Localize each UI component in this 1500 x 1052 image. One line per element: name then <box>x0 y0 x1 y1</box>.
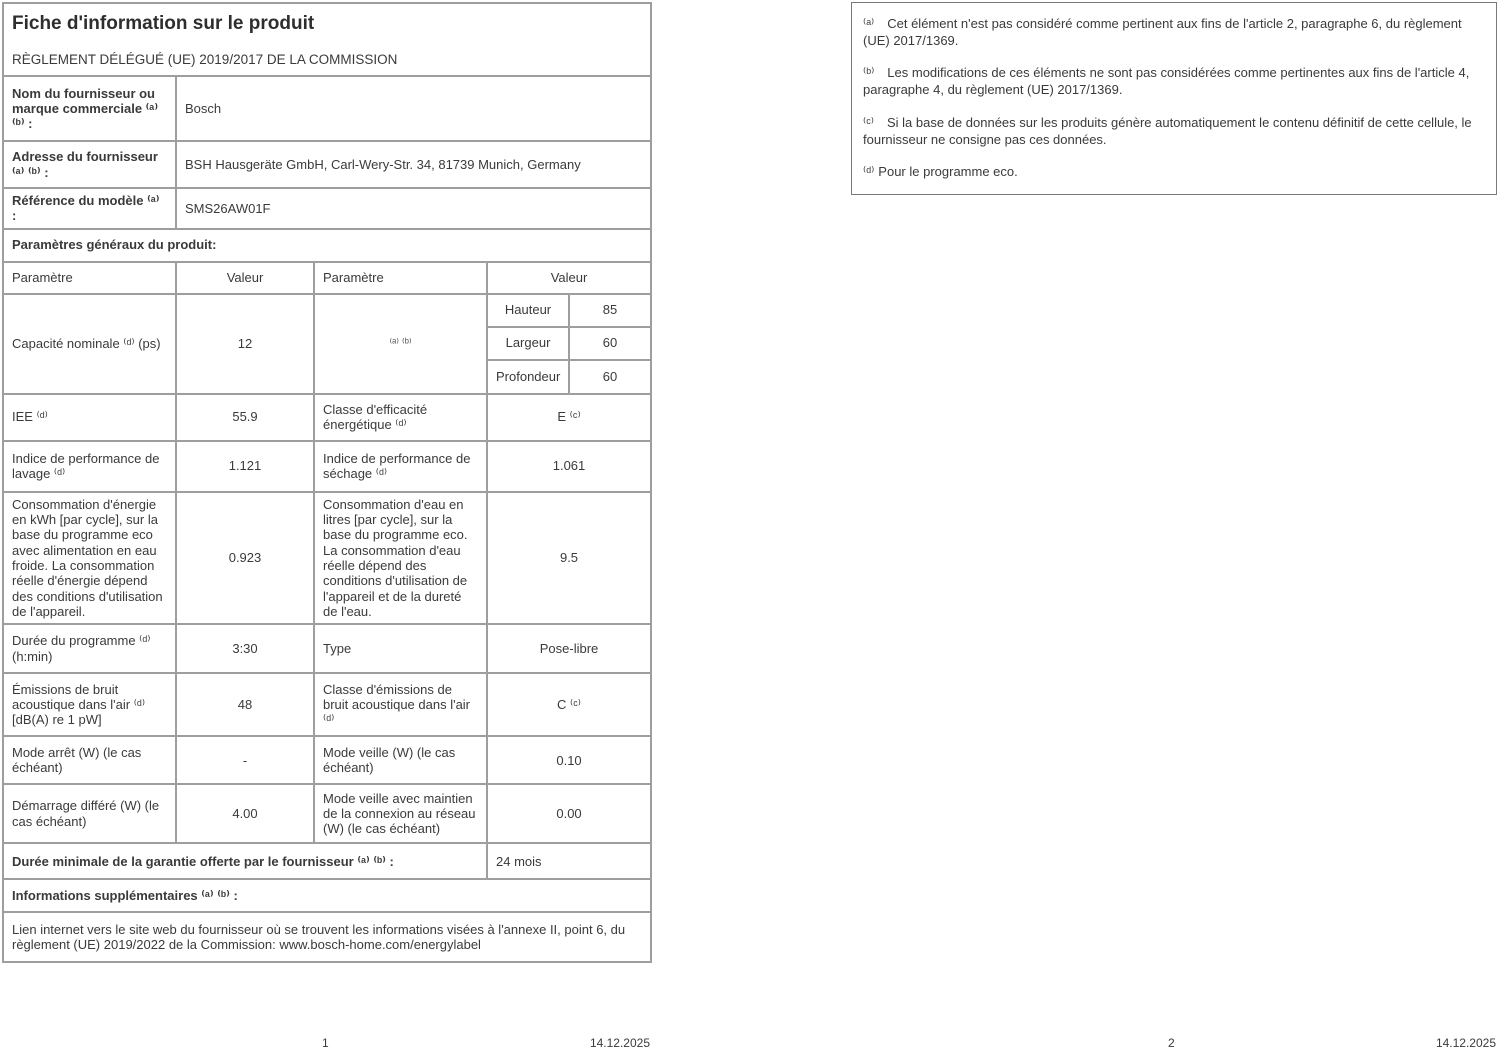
footnote-marker: ⁽ᵇ⁾ <box>863 65 875 81</box>
param-value: 9.5 <box>487 492 651 625</box>
col-header-param-right: Paramètre <box>314 262 487 294</box>
param-value: 1.121 <box>176 441 314 492</box>
page2-footer-date: 14.12.2025 <box>1435 1036 1496 1050</box>
capacity-dimensions-row <box>3 294 651 327</box>
dimension-height-value: 85 <box>569 294 651 327</box>
param-value: 0.10 <box>487 736 651 784</box>
table-row-programme-duration <box>3 624 651 673</box>
param-label: Type <box>314 624 487 673</box>
regulation-subtitle: RÈGLEMENT DÉLÉGUÉ (UE) 2019/2017 DE LA COMMISSION <box>12 51 398 67</box>
param-value: C ⁽ᶜ⁾ <box>487 673 651 736</box>
dimension-depth-label: Profondeur <box>487 360 569 394</box>
param-value: 0.923 <box>176 492 314 625</box>
table-row-noise <box>3 673 651 736</box>
column-header-row <box>3 262 651 294</box>
model-reference-row <box>3 188 651 229</box>
page2-footer-page-number: 2 <box>1168 1036 1175 1050</box>
param-value: 0.00 <box>487 784 651 843</box>
param-label: Émissions de bruit acoustique dans l'air ⁽ᵈ⁾ [dB(A) re 1 pW] <box>3 673 176 736</box>
footnote-c <box>863 114 1485 148</box>
param-label: Mode arrêt (W) (le cas échéant) <box>3 736 176 784</box>
param-label: Classe d'émissions de bruit acoustique dans l'air ⁽ᵈ⁾ <box>314 673 487 736</box>
param-value: 3:30 <box>176 624 314 673</box>
table-row-eei <box>3 394 651 441</box>
param-value: 4.00 <box>176 784 314 843</box>
param-value: E ⁽ᶜ⁾ <box>487 394 651 441</box>
page-title: Fiche d'information sur le produit <box>12 13 315 35</box>
param-label: Indice de performance de séchage ⁽ᵈ⁾ <box>314 441 487 492</box>
supplier-name-value: Bosch <box>176 76 651 141</box>
footnote-b <box>863 64 1485 98</box>
model-reference-value: SMS26AW01F <box>176 188 651 229</box>
col-header-value-left: Valeur <box>176 262 314 294</box>
footnote-text: Pour le programme eco. <box>878 163 1018 179</box>
col-header-value-right: Valeur <box>487 262 651 294</box>
param-value: 55.9 <box>176 394 314 441</box>
param-label: Mode veille (W) (le cas échéant) <box>314 736 487 784</box>
footnote-text: Cet élément n'est pas considéré comme pertinent aux fins de l'article 2, paragraphe 6, du règlement (UE) 2017/1369. <box>863 16 1462 49</box>
dimension-width-label: Largeur <box>487 327 569 360</box>
footnotes-box <box>851 2 1497 195</box>
section-header-general-params: Paramètres généraux du produit: <box>3 229 651 262</box>
title-block <box>3 3 651 76</box>
table-row-delayed-start <box>3 784 651 843</box>
param-value: Pose-libre <box>487 624 651 673</box>
additional-info-label: Informations supplémentaires ⁽ᵃ⁾ ⁽ᵇ⁾ : <box>3 879 651 912</box>
param-label: IEE ⁽ᵈ⁾ <box>3 394 176 441</box>
param-value: 48 <box>176 673 314 736</box>
warranty-row <box>3 843 651 879</box>
warranty-label: Durée minimale de la garantie offerte par le fournisseur ⁽ᵃ⁾ ⁽ᵇ⁾ : <box>3 843 487 879</box>
param-label: Consommation d'énergie en kWh [par cycle], sur la base du programme eco avec alimentation en eau froide. La consommation réelle d'énergie dépend des conditions d'utilisation de l'appareil. <box>3 492 176 625</box>
table-row-off-standby-mode <box>3 736 651 784</box>
table-row-performance-index <box>3 441 651 492</box>
footnote-marker: ⁽ᵃ⁾ <box>863 16 875 31</box>
supplier-address-value: BSH Hausgeräte GmbH, Carl-Wery-Str. 34, 81739 Munich, Germany <box>176 141 651 188</box>
table-row-consumption <box>3 492 651 625</box>
param-label: Consommation d'eau en litres [par cycle], sur la base du programme eco. La consommation d'eau réelle dépend des conditions d'utilisation de l'appareil et de la dureté de l'eau. <box>314 492 487 625</box>
footnote-marker: ⁽ᵈ⁾ <box>863 163 875 179</box>
model-reference-label: Référence du modèle ⁽ᵃ⁾ : <box>3 188 176 229</box>
dimension-depth-value: 60 <box>569 360 651 394</box>
footnote-d <box>863 163 1485 180</box>
supplier-address-row <box>3 141 651 188</box>
page1-footer-page-number: 1 <box>322 1036 329 1050</box>
param-value: - <box>176 736 314 784</box>
supplier-name-label: Nom du fournisseur ou marque commerciale ⁽ᵃ⁾ ⁽ᵇ⁾ : <box>3 76 176 141</box>
footnote-text: Les modifications de ces éléments ne sont pas considérées comme pertinentes aux fins de l'article 4, paragraphe 4, du règlement (UE) 2017/1369. <box>863 65 1470 98</box>
warranty-value: 24 mois <box>487 843 651 879</box>
param-label: Classe d'efficacité énergétique ⁽ᵈ⁾ <box>314 394 487 441</box>
supplier-link-text: Lien internet vers le site web du fournisseur où se trouvent les informations visées à l'annexe II, point 6, du règlement (UE) 2019/2022 de la Commission: www.bosch-home.com/energylabel <box>3 912 651 962</box>
page1-footer-date: 14.12.2025 <box>589 1036 650 1050</box>
supplier-name-row <box>3 76 651 141</box>
dimension-width-value: 60 <box>569 327 651 360</box>
footnote-marker: ⁽ᶜ⁾ <box>863 114 874 130</box>
supplier-address-label: Adresse du fournisseur ⁽ᵃ⁾ ⁽ᵇ⁾ : <box>3 141 176 188</box>
param-label: Durée du programme ⁽ᵈ⁾ (h:min) <box>3 624 176 673</box>
dimension-height-label: Hauteur <box>487 294 569 327</box>
param-value: 1.061 <box>487 441 651 492</box>
col-header-param-left: Paramètre <box>3 262 176 294</box>
param-label: Démarrage différé (W) (le cas échéant) <box>3 784 176 843</box>
footnote-text: Si la base de données sur les produits génère automatiquement le contenu définitif de cette cellule, le fournisseur ne consigne pas ces données. <box>863 114 1472 147</box>
param-label: Indice de performance de lavage ⁽ᵈ⁾ <box>3 441 176 492</box>
param-label: Mode veille avec maintien de la connexion au réseau (W) (le cas échéant) <box>314 784 487 843</box>
footnote-a <box>863 15 1485 49</box>
dimensions-footnote-marks: ⁽ᵃ⁾ ⁽ᵇ⁾ <box>314 294 487 394</box>
capacity-param-label: Capacité nominale ⁽ᵈ⁾ (ps) <box>3 294 176 394</box>
product-fiche-table <box>2 2 652 963</box>
capacity-value: 12 <box>176 294 314 394</box>
